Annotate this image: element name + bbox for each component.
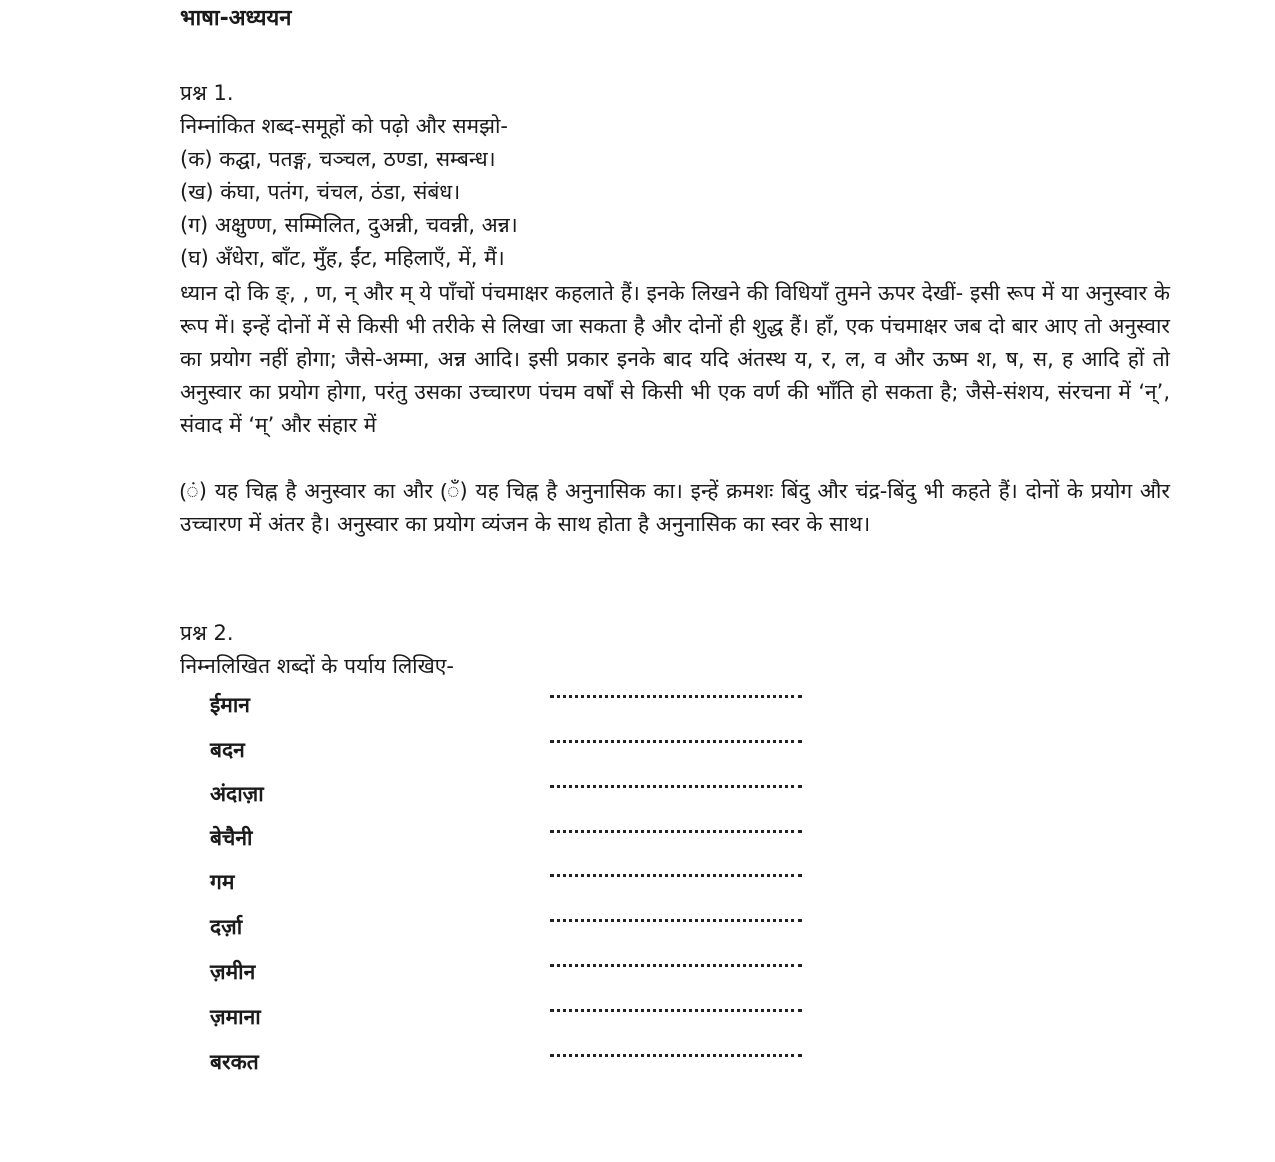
word-label: ईमान xyxy=(210,692,250,717)
answer-blank xyxy=(550,1051,802,1057)
question-1-explanation: ध्यान दो कि ङ्, , ण, न् और म् ये पाँचों पंचमाक्षर कहलाते हैं। इनके लिखने की विधियाँ तुमने ऊपर देखीं- इसी रूप में या अनुस्वार के रूप में। इन्हें दोनों में से किसी भी तरीके से लिखा जा सकता है और दोनों ही शुद्ध हैं। हाँ, एक पंचमाक्षर जब दो बार आए तो अनुस्वार का प्रयोग नहीं होगा; जैसे-अम्मा, अन्न आदि। इसी प्रकार इनके बाद यदि अंतस्थ य, र, ल, व और ऊष्म श, ष, स, ह आदि हों तो अनुस्वार का प्रयोग होगा, परंतु उसका उच्चारण पंचम वर्षों से किसी भी एक वर्ण की भाँति हो सकता है; जैसे-संशय, संरचना में ‘न्’, संवाद में ‘म्’ और संहार में xyxy=(180,281,1170,437)
question-1-label: प्रश्न 1. xyxy=(180,81,234,105)
answer-blank xyxy=(550,782,802,788)
word-label: अंदाज़ा xyxy=(210,781,264,806)
word-row xyxy=(210,1042,810,1082)
word-row xyxy=(210,818,810,858)
word-row xyxy=(210,774,810,814)
word-label: ज़माना xyxy=(210,1004,261,1029)
answer-blank xyxy=(550,737,802,743)
question-1-item: (क) कद्घा, पतङ्ग, चञ्चल, ठण्डा, सम्बन्ध। xyxy=(180,147,496,171)
word-label: गम xyxy=(210,869,235,894)
word-label: बेचैनी xyxy=(210,825,253,850)
question-1-item: (ग) अक्षुण्ण, सम्मिलित, दुअन्नी, चवन्नी, अन्न। xyxy=(180,213,518,237)
word-row xyxy=(210,907,810,947)
answer-blank xyxy=(550,827,802,833)
word-row xyxy=(210,997,810,1037)
answer-blank xyxy=(550,916,802,922)
word-row xyxy=(210,730,810,770)
question-1-item: (घ) अँधेरा, बाँट, मुँह, ईंट, महिलाएँ, में, मैं। xyxy=(180,246,505,270)
word-label: बरकत xyxy=(210,1049,259,1074)
answer-blank xyxy=(550,1006,802,1012)
question-2-instruction: निम्नलिखित शब्दों के पर्याय लिखिए- xyxy=(180,654,454,678)
question-1-note: (ं) यह चिह्न है अनुस्वार का और (ँ) यह चिह्न है अनुनासिक का। इन्हें क्रमशः बिंदु और चंद्र-बिंदु भी कहते हैं। दोनों के प्रयोग और उच्चारण में अंतर है। अनुस्वार का प्रयोग व्यंजन के साथ होता है अनुनासिक का स्वर के साथ। xyxy=(180,479,1170,536)
page-title: भाषा-अध्ययन xyxy=(180,6,292,31)
question-2-label: प्रश्न 2. xyxy=(180,621,234,645)
word-label: ज़मीन xyxy=(210,959,256,984)
word-label: बदन xyxy=(210,737,245,762)
word-row xyxy=(210,685,810,725)
answer-blank xyxy=(550,692,802,698)
word-row xyxy=(210,862,810,902)
question-1-item: (ख) कंघा, पतंग, चंचल, ठंडा, संबंध। xyxy=(180,180,461,204)
answer-blank xyxy=(550,871,802,877)
word-label: दर्ज़ा xyxy=(210,914,243,939)
answer-blank xyxy=(550,961,802,967)
word-row xyxy=(210,952,810,992)
question-1-instruction: निम्नांकित शब्द-समूहों को पढ़ो और समझो- xyxy=(180,114,508,138)
